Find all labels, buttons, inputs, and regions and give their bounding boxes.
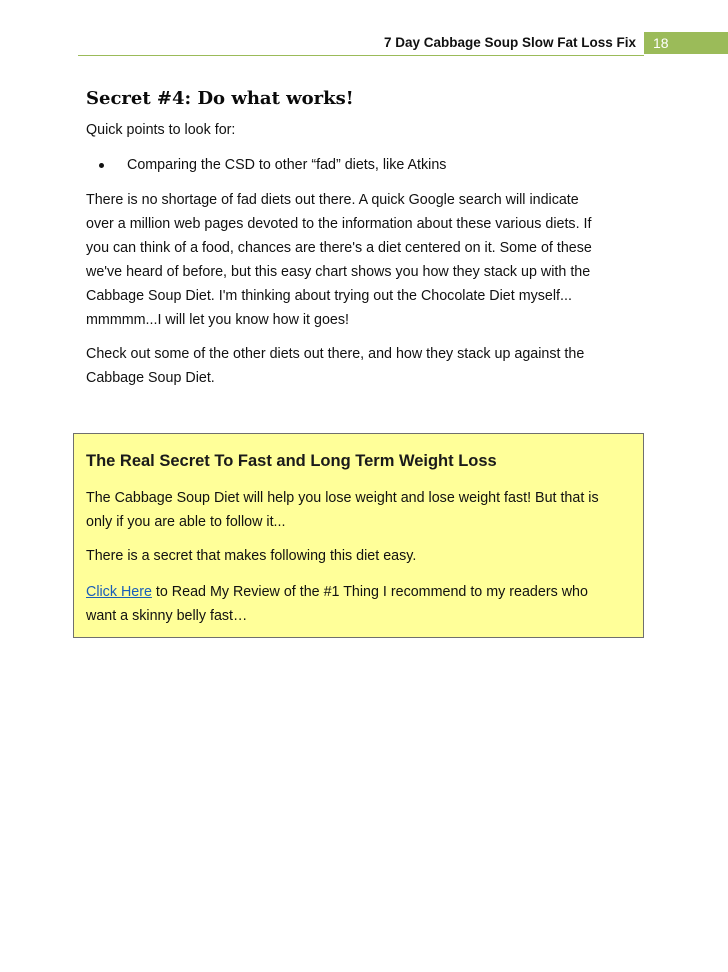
callout-line: want a skinny belly fast…	[86, 608, 248, 624]
paragraph-line: over a million web pages devoted to the information about these various diets. If	[86, 216, 592, 232]
callout-paragraph-3	[86, 580, 636, 628]
callout-paragraph-2	[86, 544, 636, 568]
callout-line: only if you are able to follow it...	[86, 514, 286, 530]
callout-heading: The Real Secret To Fast and Long Term Weight Loss	[86, 452, 497, 470]
bullet-text: Comparing the CSD to other “fad” diets, like Atkins	[127, 157, 447, 173]
paragraph-2	[86, 342, 646, 390]
paragraph-1	[86, 188, 646, 332]
paragraph-line: There is no shortage of fad diets out there. A quick Google search will indicate	[86, 192, 579, 208]
paragraph-line: Cabbage Soup Diet. I'm thinking about trying out the Chocolate Diet myself...	[86, 288, 572, 304]
bullet-dot-icon	[99, 163, 104, 168]
paragraph-line: mmmmm...I will let you know how it goes!	[86, 312, 349, 328]
header-rule	[78, 55, 644, 56]
intro-line: Quick points to look for:	[86, 122, 236, 138]
callout-line: There is a secret that makes following this diet easy.	[86, 548, 417, 564]
paragraph-line: we've heard of before, but this easy chart shows you how they stack up with the	[86, 264, 591, 280]
callout-line	[86, 580, 636, 604]
click-here-link[interactable]: Click Here	[86, 584, 152, 600]
callout-box	[73, 433, 644, 638]
paragraph-line: Check out some of the other diets out there, and how they stack up against the	[86, 346, 585, 362]
paragraph-line: Cabbage Soup Diet.	[86, 370, 215, 386]
intro-text	[86, 118, 646, 142]
header-title: 7 Day Cabbage Soup Slow Fat Loss Fix	[383, 35, 636, 50]
callout-paragraph-1	[86, 486, 636, 534]
callout-line: The Cabbage Soup Diet will help you lose weight and lose weight fast! But that is	[86, 490, 599, 506]
callout-link-followup: to Read My Review of the #1 Thing I recommend to my readers who	[151, 584, 588, 600]
paragraph-line: you can think of a food, chances are there's a diet centered on it. Some of these	[86, 240, 592, 256]
page-number-badge: 18	[644, 32, 728, 54]
section-title: Secret #4: Do what works!	[86, 88, 354, 109]
